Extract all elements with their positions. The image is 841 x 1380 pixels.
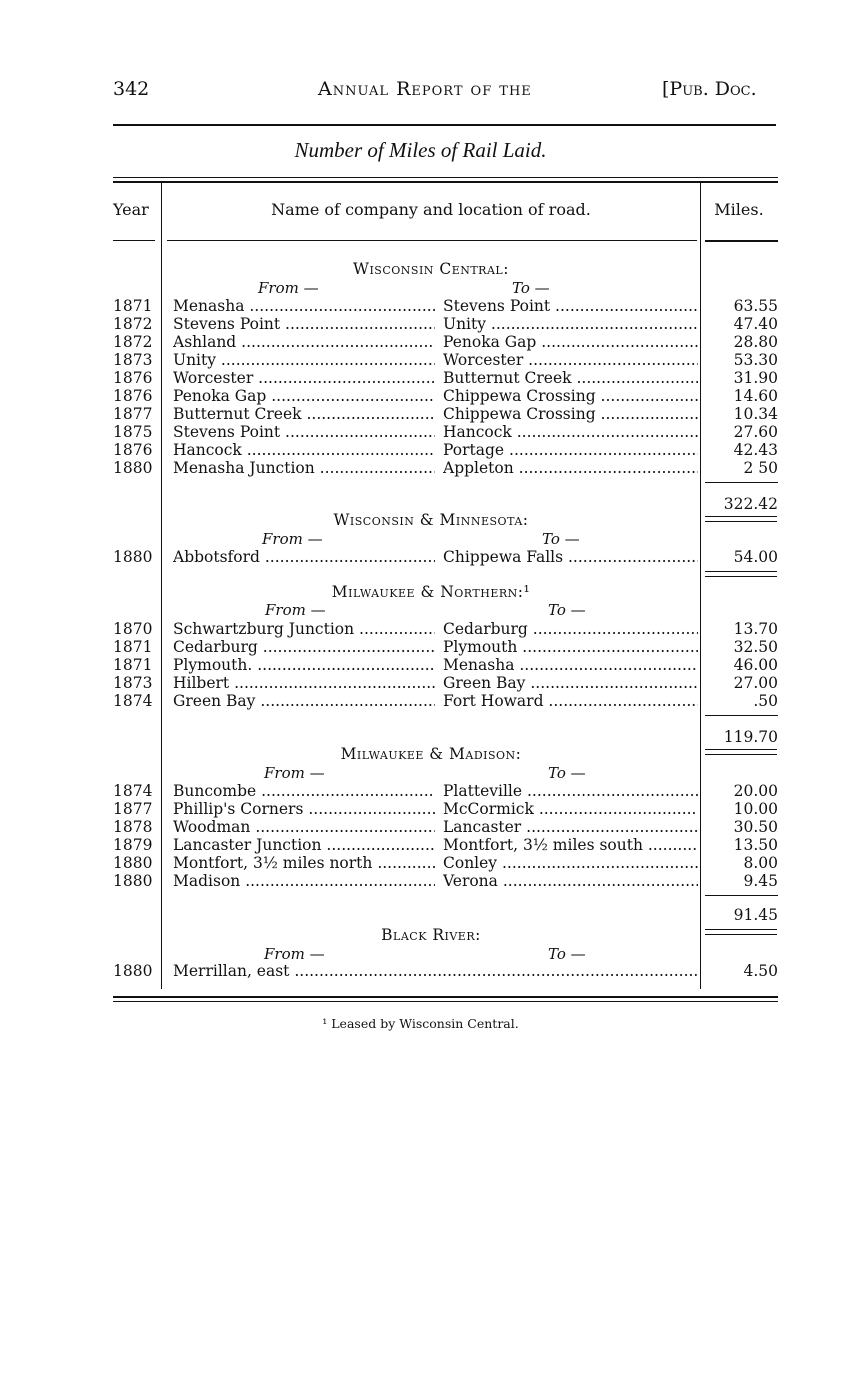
from-text: Merrillan, east ..... bbox=[173, 962, 698, 980]
section-heading: Black River: bbox=[381, 926, 481, 944]
miles-cell: 63.55 bbox=[733, 297, 778, 315]
double-rule bbox=[705, 571, 777, 577]
to-text: Lancaster ..... bbox=[443, 818, 698, 836]
section-heading: Milwaukee & Madison: bbox=[340, 745, 522, 763]
year-cell: 1880 bbox=[113, 872, 153, 890]
to-text: Worcester ..... bbox=[443, 351, 698, 369]
miles-cell: 14.60 bbox=[733, 387, 778, 405]
to-cell bbox=[443, 818, 698, 836]
from-text: Hilbert ..... bbox=[173, 674, 435, 692]
table-row bbox=[113, 818, 778, 836]
miles-cell: 13.70 bbox=[733, 620, 778, 638]
running-title: Annual Report of the bbox=[318, 78, 532, 100]
table-bottom-rule-thick bbox=[113, 996, 778, 998]
from-text: Schwartzburg Junction ..... bbox=[173, 620, 435, 638]
year-cell: 1880 bbox=[113, 459, 153, 477]
miles-cell: 27.60 bbox=[733, 423, 778, 441]
section-total: 91.45 bbox=[733, 906, 778, 924]
year-header-rule bbox=[113, 240, 155, 241]
from-cell bbox=[173, 836, 435, 854]
from-cell bbox=[173, 315, 435, 333]
table-row bbox=[113, 962, 778, 980]
from-text: Stevens Point ..... bbox=[173, 423, 435, 441]
subtotal-rule bbox=[705, 715, 778, 716]
to-cell bbox=[443, 854, 698, 872]
table-row bbox=[113, 620, 778, 638]
to-text: Chippewa Crossing ..... bbox=[443, 405, 698, 423]
to-text: Hancock ..... bbox=[443, 423, 698, 441]
from-cell bbox=[173, 674, 435, 692]
to-cell bbox=[443, 441, 698, 459]
to-label: To — bbox=[548, 601, 586, 619]
to-cell bbox=[443, 548, 698, 566]
miles-cell: 47.40 bbox=[733, 315, 778, 333]
from-cell bbox=[173, 297, 435, 315]
double-rule bbox=[705, 516, 777, 522]
section-heading: Wisconsin Central: bbox=[353, 260, 509, 278]
from-text: Madison ..... bbox=[173, 872, 435, 890]
from-cell bbox=[173, 405, 435, 423]
to-cell bbox=[443, 620, 698, 638]
section-total: 322.42 bbox=[723, 495, 778, 513]
from-cell bbox=[173, 872, 435, 890]
year-cell: 1874 bbox=[113, 692, 153, 710]
to-cell bbox=[443, 692, 698, 710]
from-text: Worcester ..... bbox=[173, 369, 435, 387]
from-cell bbox=[173, 962, 698, 980]
to-text: Green Bay ..... bbox=[443, 674, 698, 692]
from-cell bbox=[173, 441, 435, 459]
from-label: From — bbox=[264, 764, 325, 782]
from-text: Green Bay ..... bbox=[173, 692, 435, 710]
table-top-rule-thick bbox=[113, 181, 778, 183]
table-row bbox=[113, 333, 778, 351]
to-text: Plymouth ..... bbox=[443, 638, 698, 656]
year-cell: 1872 bbox=[113, 315, 153, 333]
from-text: Plymouth. ..... bbox=[173, 656, 435, 674]
to-label: To — bbox=[512, 279, 550, 297]
from-text: Stevens Point ..... bbox=[173, 315, 435, 333]
year-cell: 1880 bbox=[113, 548, 153, 566]
from-cell bbox=[173, 782, 435, 800]
miles-cell: 20.00 bbox=[733, 782, 778, 800]
to-text: Portage ..... bbox=[443, 441, 698, 459]
miles-cell: 8.00 bbox=[743, 854, 778, 872]
table-bottom-rule bbox=[113, 1001, 778, 1002]
table-row bbox=[113, 638, 778, 656]
table-row bbox=[113, 369, 778, 387]
miles-cell: 32.50 bbox=[733, 638, 778, 656]
to-text: Chippewa Falls ..... bbox=[443, 548, 698, 566]
table-row bbox=[113, 800, 778, 818]
column-header-year: Year bbox=[113, 200, 149, 219]
from-text: Phillip's Corners ..... bbox=[173, 800, 435, 818]
to-text: Conley ..... bbox=[443, 854, 698, 872]
to-cell bbox=[443, 369, 698, 387]
from-text: Menasha ..... bbox=[173, 297, 435, 315]
from-text: Cedarburg ..... bbox=[173, 638, 435, 656]
section-total: 119.70 bbox=[723, 728, 778, 746]
year-cell: 1875 bbox=[113, 423, 153, 441]
from-cell bbox=[173, 369, 435, 387]
from-text: Buncombe ..... bbox=[173, 782, 435, 800]
column-header-name: Name of company and location of road. bbox=[271, 200, 591, 219]
miles-cell: 4.50 bbox=[743, 962, 778, 980]
from-cell bbox=[173, 459, 435, 477]
footnote: ¹ Leased by Wisconsin Central. bbox=[322, 1016, 519, 1031]
from-text: Penoka Gap ..... bbox=[173, 387, 435, 405]
miles-cell: 9.45 bbox=[743, 872, 778, 890]
year-cell: 1880 bbox=[113, 962, 153, 980]
page-number: 342 bbox=[113, 78, 150, 100]
miles-header-rule bbox=[705, 240, 778, 242]
miles-cell: .50 bbox=[753, 692, 778, 710]
from-text: Unity ..... bbox=[173, 351, 435, 369]
column-header-miles: Miles. bbox=[714, 200, 764, 219]
year-cell: 1872 bbox=[113, 333, 153, 351]
to-cell bbox=[443, 387, 698, 405]
table-row bbox=[113, 782, 778, 800]
year-cell: 1880 bbox=[113, 854, 153, 872]
to-cell bbox=[443, 656, 698, 674]
table-row bbox=[113, 656, 778, 674]
year-cell: 1877 bbox=[113, 405, 153, 423]
table-row bbox=[113, 674, 778, 692]
table-row bbox=[113, 836, 778, 854]
table-row bbox=[113, 351, 778, 369]
to-text: Penoka Gap ..... bbox=[443, 333, 698, 351]
from-label: From — bbox=[258, 279, 319, 297]
from-cell bbox=[173, 818, 435, 836]
from-cell bbox=[173, 423, 435, 441]
to-label: To — bbox=[548, 764, 586, 782]
to-cell bbox=[443, 333, 698, 351]
miles-cell: 10.34 bbox=[733, 405, 778, 423]
to-text: McCormick ..... bbox=[443, 800, 698, 818]
to-cell bbox=[443, 405, 698, 423]
to-cell bbox=[443, 423, 698, 441]
to-text: Verona ..... bbox=[443, 872, 698, 890]
section-heading: Wisconsin & Minnesota: bbox=[333, 511, 529, 529]
from-label: From — bbox=[262, 530, 323, 548]
miles-cell: 46.00 bbox=[733, 656, 778, 674]
document-tag: [Pub. Doc. bbox=[662, 78, 757, 100]
to-cell bbox=[443, 782, 698, 800]
table-row bbox=[113, 459, 778, 477]
to-cell bbox=[443, 800, 698, 818]
to-cell bbox=[443, 315, 698, 333]
table-title: Number of Miles of Rail Laid. bbox=[294, 138, 547, 162]
table-row bbox=[113, 297, 778, 315]
from-text: Lancaster Junction ..... bbox=[173, 836, 435, 854]
table-row bbox=[113, 315, 778, 333]
year-cell: 1871 bbox=[113, 638, 153, 656]
year-cell: 1870 bbox=[113, 620, 153, 638]
from-cell bbox=[173, 387, 435, 405]
miles-cell: 53.30 bbox=[733, 351, 778, 369]
to-text: Unity ..... bbox=[443, 315, 698, 333]
from-text: Woodman ..... bbox=[173, 818, 435, 836]
table-top-rule bbox=[113, 177, 778, 178]
to-cell bbox=[443, 459, 698, 477]
from-cell bbox=[173, 351, 435, 369]
double-rule bbox=[705, 749, 777, 755]
from-cell bbox=[173, 854, 435, 872]
to-cell bbox=[443, 351, 698, 369]
table-row bbox=[113, 548, 778, 566]
to-cell bbox=[443, 638, 698, 656]
to-text: Appleton ..... bbox=[443, 459, 698, 477]
table-row bbox=[113, 692, 778, 710]
from-label: From — bbox=[265, 601, 326, 619]
double-rule bbox=[705, 929, 777, 935]
miles-cell: 2 50 bbox=[743, 459, 778, 477]
year-cell: 1874 bbox=[113, 782, 153, 800]
to-text: Platteville ..... bbox=[443, 782, 698, 800]
year-cell: 1876 bbox=[113, 441, 153, 459]
table-row bbox=[113, 854, 778, 872]
from-cell bbox=[173, 333, 435, 351]
table-row bbox=[113, 405, 778, 423]
year-cell: 1876 bbox=[113, 369, 153, 387]
from-cell bbox=[173, 692, 435, 710]
table-row bbox=[113, 441, 778, 459]
year-cell: 1879 bbox=[113, 836, 153, 854]
to-cell bbox=[443, 297, 698, 315]
year-cell: 1873 bbox=[113, 674, 153, 692]
subtotal-rule bbox=[705, 895, 778, 896]
to-label: To — bbox=[542, 530, 580, 548]
miles-cell: 30.50 bbox=[733, 818, 778, 836]
miles-cell: 13.50 bbox=[733, 836, 778, 854]
miles-cell: 28.80 bbox=[733, 333, 778, 351]
year-cell: 1876 bbox=[113, 387, 153, 405]
from-text: Butternut Creek ..... bbox=[173, 405, 435, 423]
from-label: From — bbox=[264, 945, 325, 963]
from-text: Ashland ..... bbox=[173, 333, 435, 351]
from-cell bbox=[173, 638, 435, 656]
to-cell bbox=[443, 836, 698, 854]
miles-cell: 27.00 bbox=[733, 674, 778, 692]
section-heading: Milwaukee & Northern:¹ bbox=[331, 583, 531, 601]
table-row bbox=[113, 423, 778, 441]
from-text: Hancock ..... bbox=[173, 441, 435, 459]
from-cell bbox=[173, 800, 435, 818]
table-row bbox=[113, 387, 778, 405]
to-text: Chippewa Crossing ..... bbox=[443, 387, 698, 405]
from-text: Montfort, 3½ miles north ..... bbox=[173, 854, 435, 872]
to-cell bbox=[443, 674, 698, 692]
to-text: Fort Howard ..... bbox=[443, 692, 698, 710]
to-text: Menasha ..... bbox=[443, 656, 698, 674]
subtotal-rule bbox=[705, 482, 778, 483]
from-cell bbox=[173, 620, 435, 638]
from-text: Menasha Junction ..... bbox=[173, 459, 435, 477]
year-cell: 1877 bbox=[113, 800, 153, 818]
year-cell: 1878 bbox=[113, 818, 153, 836]
header-rule bbox=[113, 124, 776, 126]
miles-cell: 42.43 bbox=[733, 441, 778, 459]
to-text: Cedarburg ..... bbox=[443, 620, 698, 638]
to-cell bbox=[443, 872, 698, 890]
to-text: Butternut Creek ..... bbox=[443, 369, 698, 387]
to-text: Stevens Point ..... bbox=[443, 297, 698, 315]
miles-cell: 54.00 bbox=[733, 548, 778, 566]
from-text: Abbotsford ..... bbox=[173, 548, 435, 566]
from-cell bbox=[173, 656, 435, 674]
to-label: To — bbox=[548, 945, 586, 963]
year-cell: 1873 bbox=[113, 351, 153, 369]
miles-cell: 10.00 bbox=[733, 800, 778, 818]
to-text: Montfort, 3½ miles south ..... bbox=[443, 836, 698, 854]
year-cell: 1871 bbox=[113, 656, 153, 674]
miles-cell: 31.90 bbox=[733, 369, 778, 387]
table-row bbox=[113, 872, 778, 890]
from-cell bbox=[173, 548, 435, 566]
year-cell: 1871 bbox=[113, 297, 153, 315]
name-header-rule bbox=[167, 240, 697, 241]
